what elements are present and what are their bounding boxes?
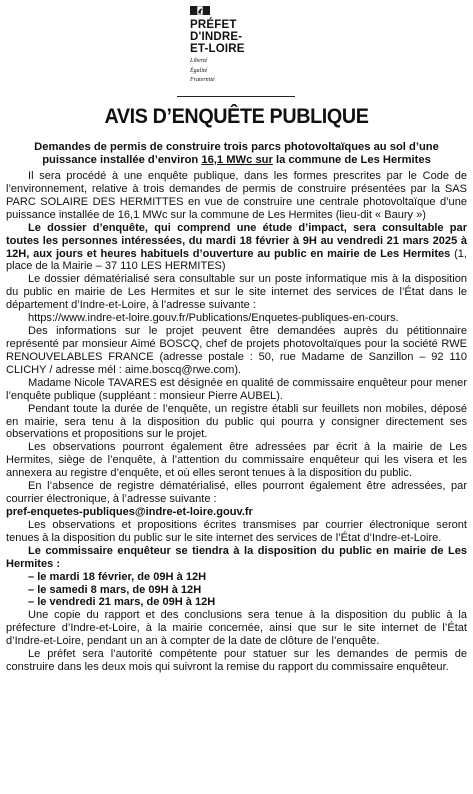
paragraph-petitioner: Des informations sur le projet peuvent être demandées auprès du pétitionnaire représenté par monsieur Aimé BOSCQ, chef de projets photovoltaïques pour la société RWE RENOUVELABLES FRANCE (adresse postale : 50, rue Madame de Sanzillon – 92 110 CLICHY / adresse mél : aime.boscq@rwe.com). (6, 325, 467, 376)
contact-email[interactable]: pref-enquetes-publiques@indre-et-loire.gouv.fr (6, 505, 253, 518)
mairie-address: (1, place de la Mairie – 37 110 LES HERMITES) (6, 247, 467, 273)
prefecture-name-line-2: D'INDRE- (190, 31, 243, 43)
paragraph-consultation (6, 222, 467, 274)
notice-subtitle (8, 141, 465, 167)
motto-line-3: Fraternité (190, 77, 215, 83)
marianne-icon (190, 6, 210, 15)
prefecture-name-line-1: PRÉFET (190, 19, 237, 31)
prefecture-name-line-3: ET-LOIRE (190, 43, 245, 55)
prefecture-logo (190, 6, 290, 84)
paragraph-decision: Le préfet sera l’autorité compétente pour statuer sur les demandes de permis de construire dans les deux mois qui suivront la remise du rapport du commissaire enquêteur. (6, 648, 467, 674)
paragraph-intro: Il sera procédé à une enquête publique, dans les formes prescrites par le Code de l’environnement, relative à trois demandes de permis de construire présentées par la SAS PARC SOLAIRE DES HERMITTES en vue de construire une centrale photovoltaïque d’une puissance installée de 16,1 MWc sur la commune de Les Hermites (lieu-dit « Baury ») (6, 170, 467, 221)
paragraph-written-observations: Les observations pourront également être adressées par écrit à la mairie de Les Hermites, siège de l’enquête, à l’attention du commissaire enquêteur qui les visera et les annexera au registre d’enquête, et où elles seront tenues à la disposition du public. (6, 441, 467, 480)
subtitle-underlined: 16,1 MWc sur (201, 154, 273, 166)
permanence-date-item: – le samedi 8 mars, de 09H à 12H (28, 583, 202, 596)
paragraph-register: Pendant toute la durée de l’enquête, un registre établi sur feuillets non mobiles, déposé en mairie, sera tenu à la disposition du public qui pourra y consigner directement ses observations et propositions sur le projet. (6, 402, 467, 441)
subtitle-part-1: Demandes de permis de construire trois parcs photovoltaïques au sol d’une puissance installée d’environ (34, 141, 439, 166)
paragraph-permanences: Le commissaire enquêteur se tiendra à la disposition du public en mairie de Les Hermites : (6, 544, 467, 570)
paragraph-email-observations: En l’absence de registre dématérialisé, elles pourront également être adressées, par courrier électronique, à l’adresse suivante : (6, 480, 467, 506)
permanence-dates (6, 571, 467, 610)
consultation-period: Le dossier d’enquête, qui comprend une étude d’impact, sera consultable par toutes les personnes intéressées, du mardi 18 février à 9H au vendredi 21 mars 2025 à 12H, aux jours et heures habituels d’ouverture au public en mairie de Les Hermites (6, 221, 467, 260)
permanence-date-item: – le vendredi 21 mars, de 09H à 12H (28, 596, 216, 609)
paragraph-email-publication: Les observations et propositions écrites transmises par courrier électronique seront tenues à la disposition du public sur le site internet des services de l’État d’Indre-et-Loire. (6, 518, 467, 544)
motto-line-1: Liberté (190, 58, 208, 64)
header-divider (177, 96, 295, 97)
notice-title: AVIS D’ENQUÊTE PUBLIQUE (104, 105, 369, 128)
consultation-url[interactable]: https://www.indre-et-loire.gouv.fr/Publications/Enquetes-publiques-en-cours. (28, 312, 399, 325)
permanence-date-item: – le mardi 18 février, de 09H à 12H (28, 570, 207, 583)
paragraph-digital-file: Le dossier dématérialisé sera consultable sur un poste informatique mis à la disposition du public en mairie de Les Hermites et sur le site internet des services de l’État dans le département d’Indre-et-Loire, à l’adresse suivante : (6, 273, 467, 312)
motto-line-2: Égalité (190, 67, 208, 74)
paragraph-commissioner: Madame Nicole TAVARES est désignée en qualité de commissaire enquêteur pour mener l’enquête publique (suppléant : monsieur Pierre AUBEL). (6, 376, 467, 402)
notice-body (6, 170, 467, 674)
subtitle-part-2: la commune de Les Hermites (272, 154, 431, 166)
paragraph-report: Une copie du rapport et des conclusions sera tenue à la disposition du public à la préfecture d’Indre-et-Loire, à la mairie concernée, ainsi que sur le site internet de l’État d’Indre-et-Loire, pendant un an à compter de la date de clôture de l’enquête. (6, 609, 467, 648)
